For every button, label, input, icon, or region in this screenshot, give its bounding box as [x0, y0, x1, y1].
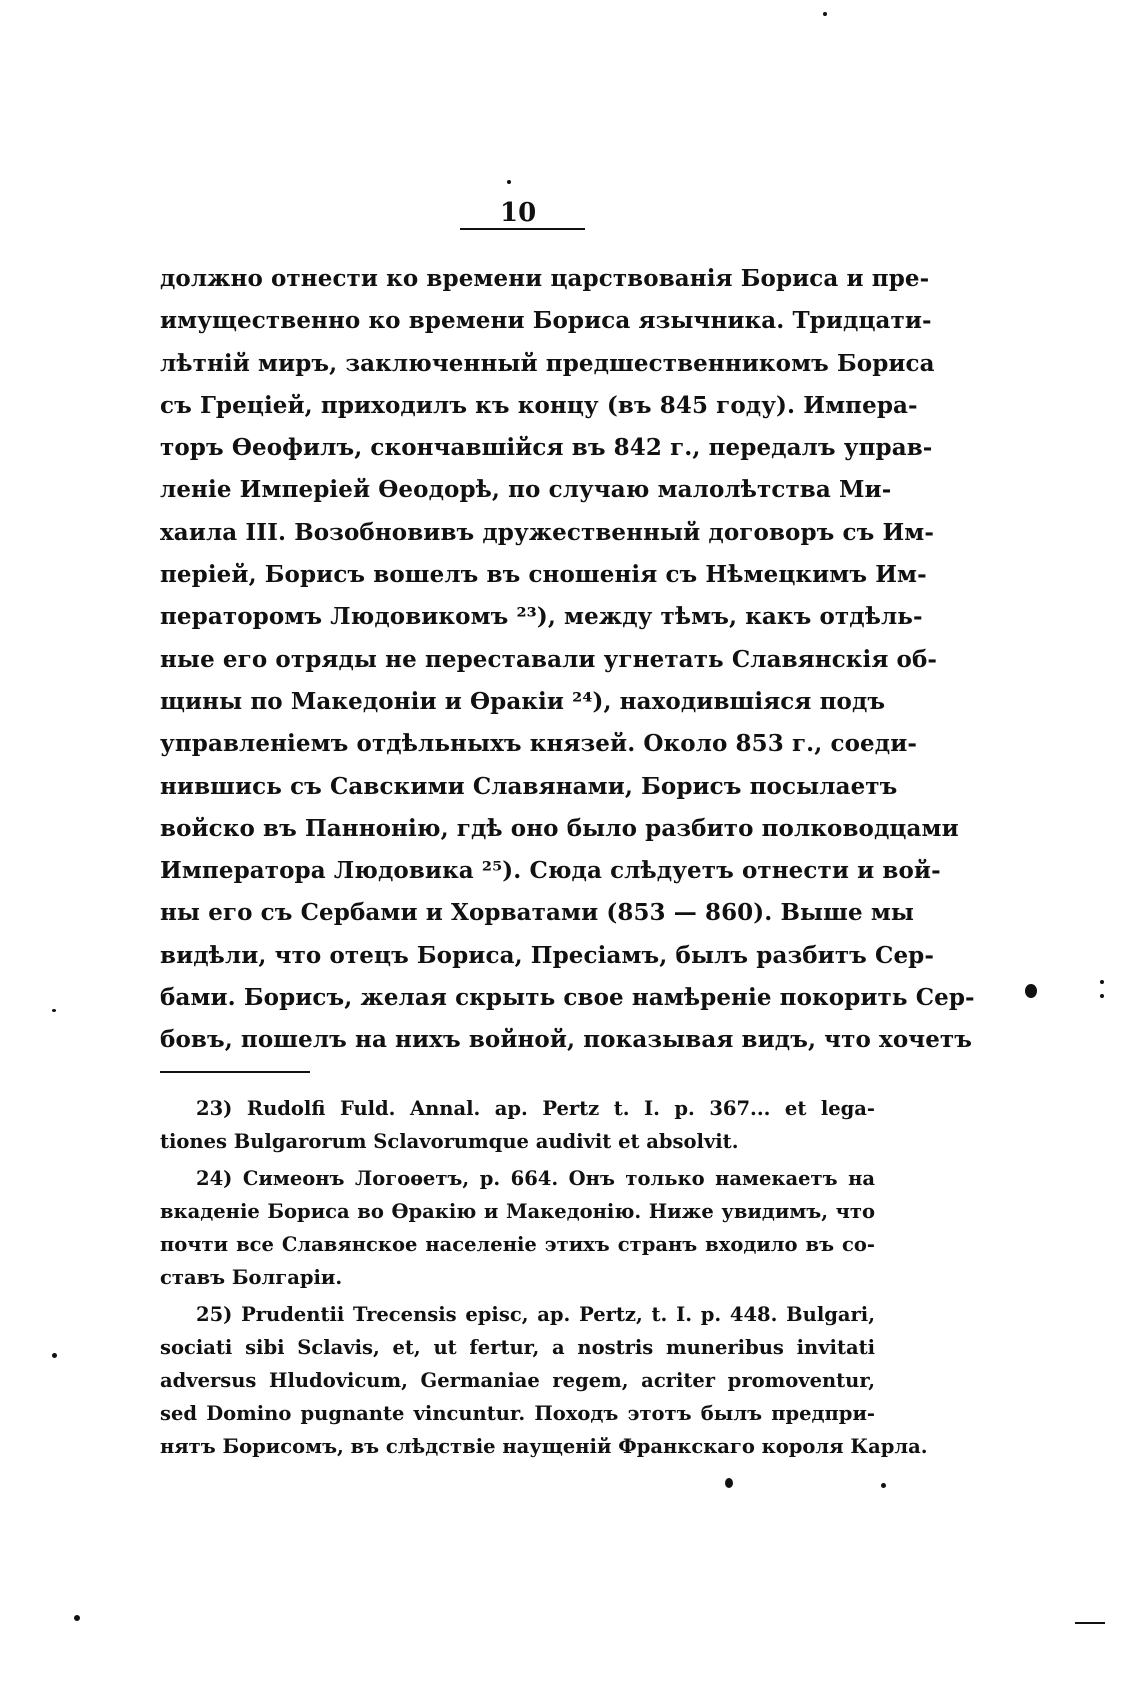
footnote-line: tiones Bulgarorum Sclavorumque audivit et absolvit. — [160, 1130, 739, 1153]
body-line: имущественно ко времени Бориса язычника. Тридцати- — [160, 307, 932, 335]
footnote-separator — [160, 1071, 310, 1073]
body-line: хаила III. Возобновивъ дружественный договоръ съ Им- — [160, 518, 935, 546]
body-line: должно отнести ко времени царствованія Бориса и пре- — [160, 265, 930, 292]
scan-speck — [52, 1009, 56, 1012]
scan-speck — [881, 1483, 886, 1488]
body-text — [160, 258, 975, 1062]
footnote-line: 24) Симеонъ Логоѳетъ, р. 664. Онъ только намекаетъ на — [196, 1167, 875, 1190]
body-line: бами. Борисъ, желая скрыть свое намѣреніе покорить Сер- — [160, 984, 975, 1012]
footnote-line: sociati sibi Sclavis, et, ut fertur, a nostris muneribus invitati — [160, 1336, 875, 1359]
body-line: торъ Өеофилъ, скончавшійся въ 842 г., передалъ управ- — [160, 434, 933, 462]
footnote-line: ставъ Болгаріи. — [160, 1266, 343, 1289]
scan-speck — [507, 180, 511, 184]
body-line: съ Греціей, приходилъ къ концу (въ 845 году). Импера- — [160, 391, 918, 419]
scan-speck — [1100, 980, 1104, 984]
body-line: ны его съ Сербами и Хорватами (853 — 860). Выше мы — [160, 899, 915, 927]
body-line: видѣли, что отецъ Бориса, Пресіамъ, былъ разбитъ Сер- — [160, 941, 935, 969]
footnote-25 — [160, 1298, 928, 1463]
page-number: 10 — [500, 198, 537, 228]
body-line: лѣтній миръ, заключенный предшественникомъ Бориса — [160, 349, 935, 377]
body-line: леніе Имперіей Өеодорѣ, по случаю малолѣтства Ми- — [160, 476, 892, 504]
scan-speck — [1025, 984, 1037, 998]
footnote-line: adversus Hludovicum, Germaniae regem, acriter promoventur, — [160, 1369, 875, 1392]
body-line: періей, Борисъ вошелъ въ сношенія съ Нѣмецкимъ Им- — [160, 561, 927, 589]
scan-speck — [1075, 1622, 1105, 1624]
footnote-line: нятъ Борисомъ, въ слѣдствіе наущеній Франкскаго короля Карла. — [160, 1435, 928, 1458]
footnote-line: sed Domino pugnante vincuntur. Походъ этотъ былъ предпри- — [160, 1402, 875, 1425]
footnote-24 — [160, 1162, 875, 1294]
footnote-line: почти все Славянское населеніе этихъ странъ входило въ со- — [160, 1233, 875, 1256]
scan-speck — [725, 1478, 733, 1488]
footnote-line: 25) Prudentii Trecensis episc, ap. Pertz, t. I. p. 448. Bulgari, — [196, 1303, 875, 1326]
body-line: ператоромъ Людовикомъ ²³), между тѣмъ, какъ отдѣль- — [160, 603, 923, 631]
scan-speck — [74, 1615, 80, 1621]
body-line: нившись съ Савскими Славянами, Борисъ посылаетъ — [160, 772, 898, 800]
page-number-rule — [460, 228, 585, 230]
body-line: войско въ Паннонію, гдѣ оно было разбито полководцами — [160, 814, 959, 842]
body-line: ные его отряды не переставали угнетать Славянскія об- — [160, 645, 938, 673]
footnote-line: 23) Rudolfi Fuld. Annal. ap. Pertz t. I. p. 367... et lega- — [196, 1097, 875, 1120]
body-line: Императора Людовика ²⁵). Сюда слѣдуетъ отнести и вой- — [160, 857, 941, 885]
body-line: щины по Македоніи и Өракіи ²⁴), находившіяся подъ — [160, 687, 886, 715]
scan-speck — [52, 1353, 57, 1358]
footnote-23 — [160, 1092, 875, 1158]
body-line: управленіемъ отдѣльныхъ князей. Около 853 г., соеди- — [160, 730, 918, 758]
footnote-line: вкаденіе Бориса во Өракію и Македонію. Ниже увидимъ, что — [160, 1200, 875, 1223]
footnotes — [160, 1092, 928, 1463]
scan-speck — [823, 12, 827, 16]
body-line: бовъ, пошелъ на нихъ войной, показывая видъ, что хочетъ — [160, 1026, 973, 1054]
scan-speck — [1100, 994, 1104, 998]
